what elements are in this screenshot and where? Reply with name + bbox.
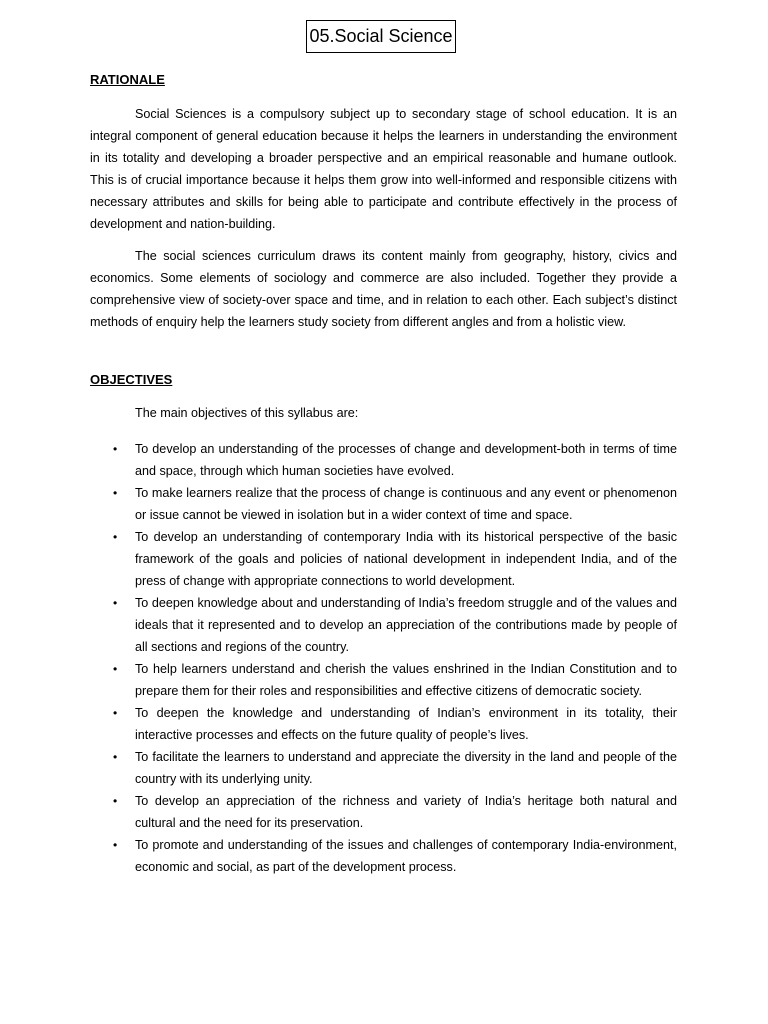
bullet-icon: • bbox=[113, 794, 118, 808]
bullet-icon: • bbox=[113, 530, 118, 544]
objective-text: To help learners understand and cherish the values enshrined in the Indian Constitution and to prepare them for their roles and responsibilities and effective citizens of democratic society. bbox=[135, 662, 677, 698]
bullet-icon: • bbox=[113, 662, 118, 676]
objective-text: To develop an understanding of contemporary India with its historical perspective of the basic framework of the goals and policies of national development in independent India, and of the press of change with appropriate connections to world development. bbox=[135, 530, 677, 588]
objective-item bbox=[0, 438, 677, 482]
objective-text: To deepen knowledge about and understanding of India’s freedom struggle and of the values and ideals that it represented and to develop an appreciation of the contributions made by people of all sections and regions of the country. bbox=[135, 596, 677, 654]
objective-text: To develop an appreciation of the richness and variety of India’s heritage both natural and cultural and the need for its preservation. bbox=[135, 794, 677, 830]
objective-item bbox=[0, 658, 677, 702]
rationale-paragraph-1: Social Sciences is a compulsory subject up to secondary stage of school education. It is an integral component of general education because it helps the learners in understanding the environment in its totality and developing a broader perspective and an empirical reasonable and humane outlook. This is of crucial importance because it helps them grow into well-informed and responsible citizens with necessary attributes and skills for being able to participate and contribute effectively in the process of development and nation-building. bbox=[90, 107, 677, 231]
objective-item bbox=[0, 746, 677, 790]
objective-text: To deepen the knowledge and understanding of Indian’s environment in its totality, their interactive processes and effects on the future quality of people’s lives. bbox=[135, 706, 677, 742]
bullet-icon: • bbox=[113, 750, 118, 764]
objectives-heading: OBJECTIVES bbox=[90, 372, 173, 387]
objective-item bbox=[0, 592, 677, 658]
objective-item bbox=[0, 790, 677, 834]
rationale-heading: RATIONALE bbox=[90, 72, 165, 87]
objective-text: To facilitate the learners to understand and appreciate the diversity in the land and people of the country with its underlying unity. bbox=[135, 750, 677, 786]
objectives-list bbox=[0, 438, 768, 878]
bullet-icon: • bbox=[113, 596, 118, 610]
objective-item bbox=[0, 834, 677, 878]
objective-item bbox=[0, 482, 677, 526]
objective-item bbox=[0, 526, 677, 592]
objective-text: To make learners realize that the process of change is continuous and any event or phenomenon or issue cannot be viewed in isolation but in a wider context of time and space. bbox=[135, 486, 677, 522]
objective-text: To promote and understanding of the issues and challenges of contemporary India-environment, economic and social, as part of the development process. bbox=[135, 838, 677, 874]
bullet-icon: • bbox=[113, 838, 118, 852]
bullet-icon: • bbox=[113, 442, 118, 456]
objective-item bbox=[0, 702, 677, 746]
objectives-intro: The main objectives of this syllabus are: bbox=[135, 406, 359, 420]
bullet-icon: • bbox=[113, 486, 118, 500]
objective-text: To develop an understanding of the processes of change and development-both in terms of time and space, through which human societies have evolved. bbox=[135, 442, 677, 478]
page-title: 05.Social Science bbox=[306, 20, 456, 53]
rationale-paragraph-2: The social sciences curriculum draws its content mainly from geography, history, civics and economics. Some elements of sociology and commerce are also included. Together they provide a comprehensive view of society-over space and time, and in relation to each other. Each subject’s distinct methods of enquiry help the learners study society from different angles and from a holistic view. bbox=[90, 249, 677, 329]
bullet-icon: • bbox=[113, 706, 118, 720]
